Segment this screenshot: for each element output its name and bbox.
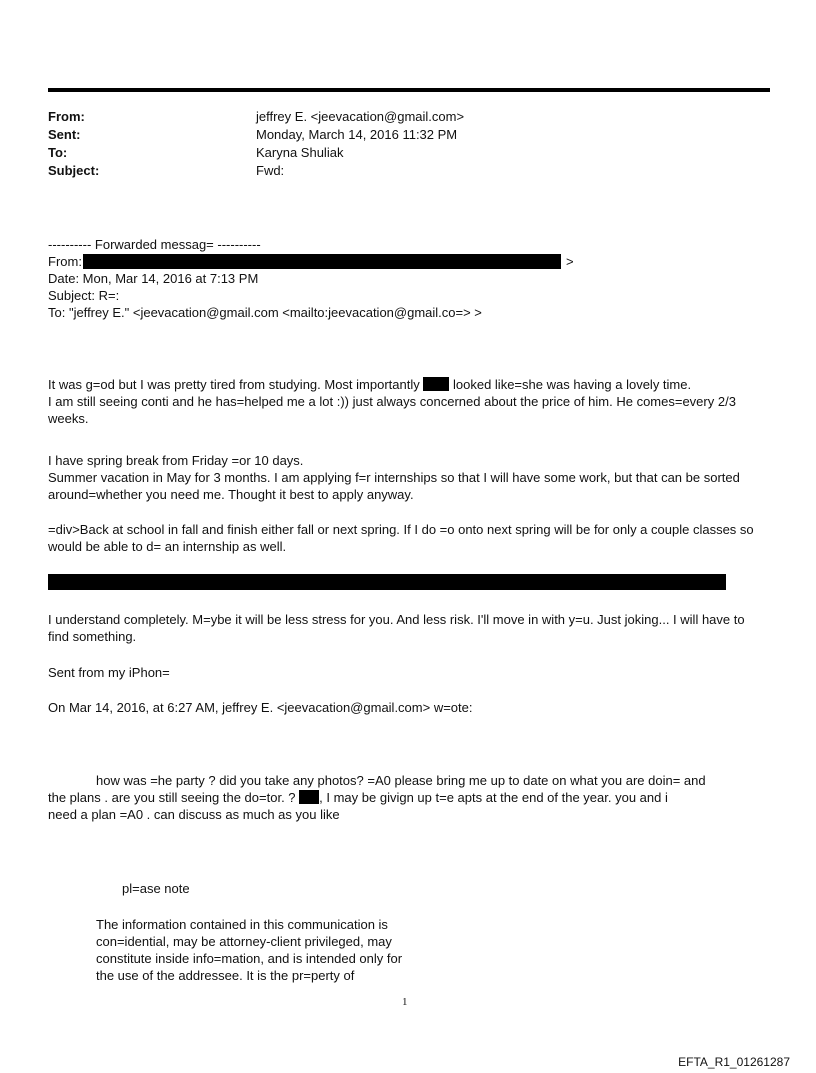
subject-value: Fwd: [256,163,285,178]
body-text: looked like=she was having a lovely time. [453,377,692,392]
redaction-block [423,377,449,391]
disclaimer-line-4: the use of the addressee. It is the pr=perty of [96,968,355,983]
quoted-line-3: need a plan =A0 . can discuss as much as you like [48,807,340,822]
to-value: Karyna Shuliak [256,145,344,160]
forwarded-from-label: From: [48,254,82,269]
quoted-line-1: how was =he party ? did you take any photos? =A0 please bring me up to date on what you are doin= and [96,773,706,788]
body-text: I have spring break from Friday =or 10 days. [48,453,304,468]
from-label: From: [48,109,85,124]
forwarded-subject: Subject: R=: [48,288,120,303]
redaction-block [83,254,561,269]
subject-label: Subject: [48,163,100,178]
forwarded-from-row [48,253,82,270]
body-paragraph-1 [48,376,768,427]
document-id: EFTA_R1_01261287 [678,1055,790,1069]
disclaimer-line-2: con=idential, may be attorney-client privileged, may [96,934,392,949]
forwarded-to: To: "jeffrey E." <jeevacation@gmail.com <mailto:jeevacation@gmail.co=> > [48,305,482,320]
sent-label: Sent: [48,127,81,142]
body-paragraph-5: Sent from my iPhon= [48,665,170,680]
body-text: It was g=od but I was pretty tired from studying. Most importantly [48,377,420,392]
header-rule [48,88,770,92]
sent-value: Monday, March 14, 2016 11:32 PM [256,127,458,142]
body-paragraph-6: On Mar 14, 2016, at 6:27 AM, jeffrey E. <jeevacation@gmail.com> w=ote: [48,700,473,715]
to-label: To: [48,145,68,160]
note-line: pl=ase note [122,881,190,896]
quoted-line-2 [48,789,668,806]
page-number: 1 [402,996,408,1008]
body-paragraph-2 [48,452,768,503]
redaction-block [48,574,726,590]
disclaimer-line-1: The information contained in this communication is [96,917,388,932]
body-text: , I may be givign up t=e apts at the end of the year. you and i [319,790,668,805]
redaction-block [299,790,319,804]
disclaimer-line-3: constitute inside info=mation, and is intended only for [96,951,403,966]
forwarded-banner: ---------- Forwarded messag= ---------- [48,237,261,252]
body-paragraph-4: I understand completely. M=ybe it will be less stress for you. And less risk. I'll move in with y=u. Just joking... I will have to find something. [48,612,745,644]
body-text: Summer vacation in May for 3 months. I am applying f=r internships so that I will have some work, but that can be sorted around=whether you need me. Thought it best to apply anyway. [48,470,740,502]
body-paragraph-3: =div>Back at school in fall and finish either fall or next spring. If I do =o onto next spring will be for only a couple classes so would be able to d= an internship as well. [48,522,754,554]
forwarded-date: Date: Mon, Mar 14, 2016 at 7:13 PM [48,271,259,286]
forwarded-from-tail: > [566,254,574,269]
body-text: I am still seeing conti and he has=helped me a lot :)) just always concerned about the price of him. He comes=every 2/3 weeks. [48,394,736,426]
from-value: jeffrey E. <jeevacation@gmail.com> [256,109,465,124]
body-text: the plans . are you still seeing the do=tor. ? [48,790,296,805]
